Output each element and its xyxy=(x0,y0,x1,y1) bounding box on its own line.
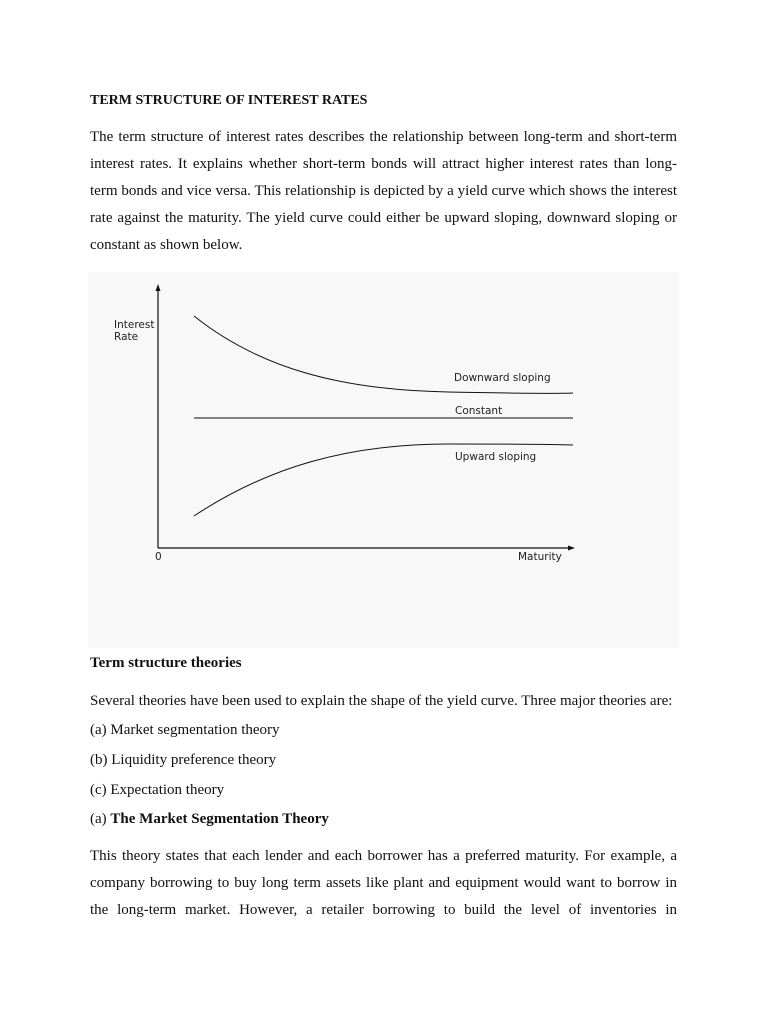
intro-paragraph: The term structure of interest rates describes the relationship between long-term and short-term interest rates. It explains whether short-term bonds will attract higher interest rates than long-term bonds and vice versa. This relationship is depicted by a yield curve which shows the interest rate against the maturity. The yield curve could either be upward sloping, downward sloping or constant as shown below. xyxy=(90,129,677,253)
x-axis-label: Maturity xyxy=(518,551,562,563)
theory-item-b: (b) Liquidity preference theory xyxy=(90,752,277,768)
x-axis-arrow xyxy=(568,546,575,551)
theory-item-a: (a) Market segmentation theory xyxy=(90,722,280,738)
y-axis-label-line: Rate xyxy=(114,331,139,343)
section-heading xyxy=(90,811,329,828)
yield-curve-chart xyxy=(88,272,679,648)
constant-label: Constant xyxy=(455,405,503,417)
y-axis-label xyxy=(114,319,154,343)
origin-label: 0 xyxy=(155,551,162,563)
downward-sloping-label: Downward sloping xyxy=(454,372,551,384)
y-axis-arrow xyxy=(156,284,161,291)
y-axis-label-line: Interest xyxy=(114,319,155,331)
yield-curve-figure xyxy=(88,272,679,648)
section-paragraph: This theory states that each lender and each borrower has a preferred maturity. For example, a company borrowing to buy long term assets like plant and equipment would want to borrow in the long-term market. However, a retailer borrowing to build the level of inventories in xyxy=(90,848,677,918)
document-heading: TERM STRUCTURE OF INTEREST RATES xyxy=(90,93,368,108)
section-prefix: (a) xyxy=(90,811,111,827)
theories-intro: Several theories have been used to explain the shape of the yield curve. Three major theories are: xyxy=(90,693,673,709)
section-title: The Market Segmentation Theory xyxy=(110,811,329,827)
subheading: Term structure theories xyxy=(90,655,242,671)
theory-item-c: (c) Expectation theory xyxy=(90,782,225,798)
upward-sloping-label: Upward sloping xyxy=(455,451,537,463)
